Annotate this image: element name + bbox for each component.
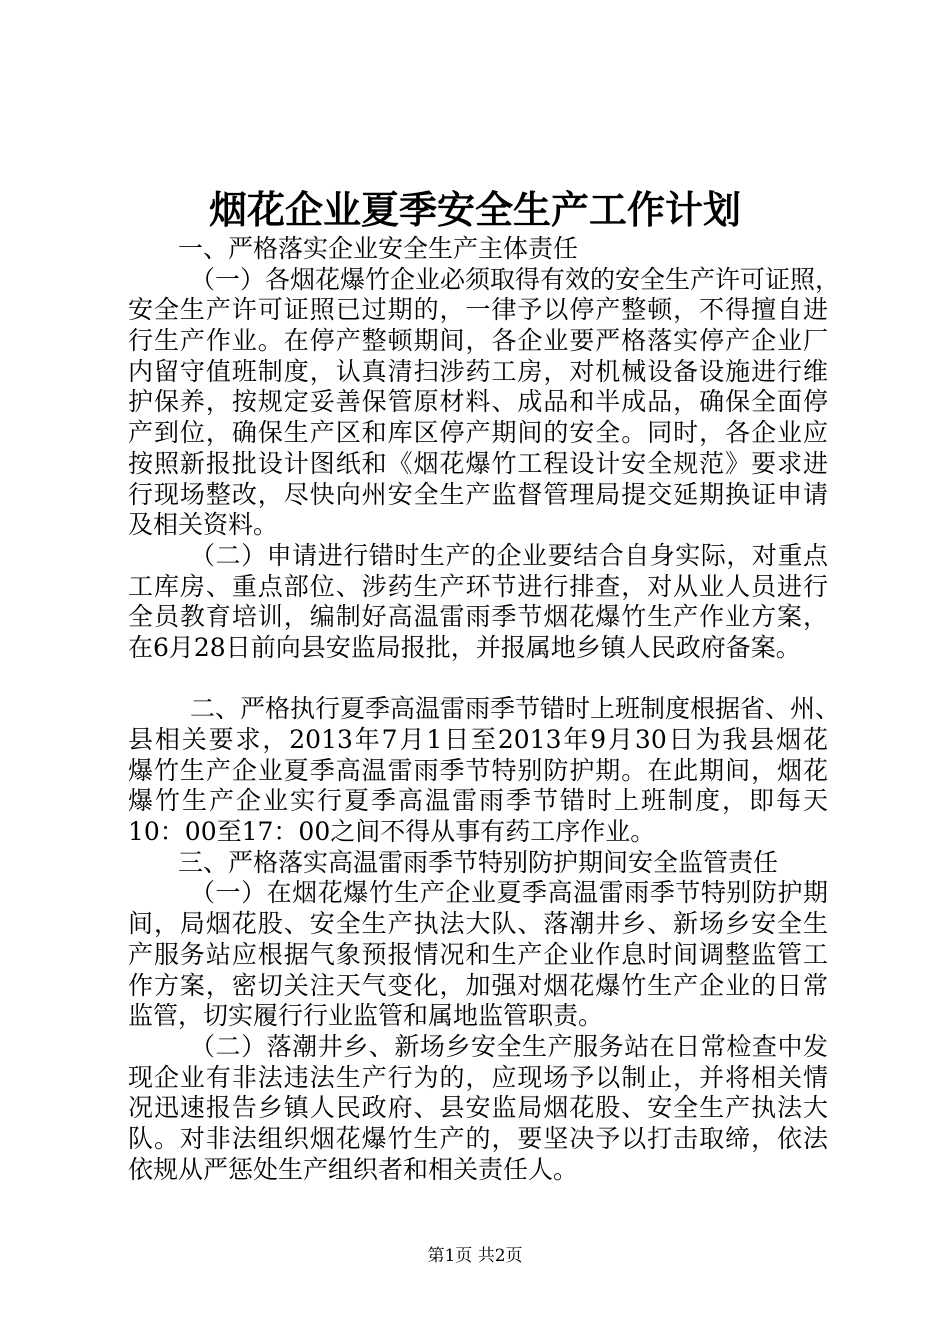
body-line: （一）在烟花爆竹生产企业夏季高温雷雨季节特别防护期 bbox=[190, 878, 828, 908]
body-line: 安全生产许可证照已过期的，一律予以停产整顿，不得擅自进 bbox=[128, 295, 828, 325]
body-line: （二）申请进行错时生产的企业要结合自身实际，对重点 bbox=[190, 540, 828, 570]
body-line: 及相关资料。 bbox=[128, 510, 279, 540]
body-line: 全员教育培训，编制好高温雷雨季节烟花爆竹生产作业方案， bbox=[128, 602, 828, 632]
body-line: 作方案，密切关注天气变化，加强对烟花爆竹生产企业的日常 bbox=[128, 970, 828, 1000]
body-line: 行生产作业。在停产整顿期间，各企业要严格落实停产企业厂 bbox=[128, 326, 828, 356]
section-heading-2: 二、严格执行夏季高温雷雨季节错时上班制度根据省、州、 bbox=[190, 694, 841, 724]
body-line: 产到位，确保生产区和库区停产期间的安全。同时，各企业应 bbox=[128, 418, 828, 448]
body-line: （一）各烟花爆竹企业必须取得有效的安全生产许可证照， bbox=[190, 264, 841, 294]
blank-line bbox=[128, 664, 828, 695]
body-line: 依规从严惩处生产组织者和相关责任人。 bbox=[128, 1154, 579, 1184]
body-line: 间，局烟花股、安全生产执法大队、落潮井乡、新场乡安全生 bbox=[128, 909, 828, 939]
body-line: 产服务站应根据气象预报情况和生产企业作息时间调整监管工 bbox=[128, 939, 828, 969]
body-line: 况迅速报告乡镇人民政府、县安监局烟花股、安全生产执法大 bbox=[128, 1093, 828, 1123]
body-line: 爆竹生产企业实行夏季高温雷雨季节错时上班制度，即每天 bbox=[128, 786, 828, 816]
body-line: 监管，切实履行行业监管和属地监管职责。 bbox=[128, 1001, 604, 1031]
body-line: 在6月28日前向县安监局报批，并报属地乡镇人民政府备案。 bbox=[128, 632, 801, 662]
section-heading-3: 三、严格落实高温雷雨季节特别防护期间安全监管责任 bbox=[178, 847, 779, 877]
document-title: 烟花企业夏季安全生产工作计划 bbox=[208, 187, 741, 232]
body-line: 工库房、重点部位、涉药生产环节进行排查，对从业人员进行 bbox=[128, 571, 828, 601]
body-line: 县相关要求，2013年7月1日至2013年9月30日为我县烟花 bbox=[128, 725, 828, 754]
body-line: 按照新报批设计图纸和《烟花爆竹工程设计安全规范》要求进 bbox=[128, 448, 828, 478]
body-line: 爆竹生产企业夏季高温雷雨季节特别防护期。在此期间，烟花 bbox=[128, 755, 828, 785]
body-line: 队。对非法组织烟花爆竹生产的，要坚决予以打击取缔，依法 bbox=[128, 1123, 828, 1153]
body-line: 行现场整改，尽快向州安全生产监督管理局提交延期换证申请 bbox=[128, 479, 828, 509]
body-line: （二）落潮井乡、新场乡安全生产服务站在日常检查中发 bbox=[190, 1031, 828, 1061]
body-line: 10：00至17：00之间不得从事有药工序作业。 bbox=[128, 817, 656, 847]
body-line: 现企业有非法违法生产行为的，应现场予以制止，并将相关情 bbox=[128, 1062, 828, 1092]
document-body bbox=[128, 234, 841, 1185]
body-line: 护保养，按规定妥善保管原材料、成品和半成品，确保全面停 bbox=[128, 387, 828, 417]
body-line: 内留守值班制度，认真清扫涉药工房，对机械设备设施进行维 bbox=[128, 356, 828, 386]
section-heading-1: 一、严格落实企业安全生产主体责任 bbox=[178, 234, 579, 263]
page-footer: 第1页 共2页 bbox=[427, 1246, 523, 1266]
